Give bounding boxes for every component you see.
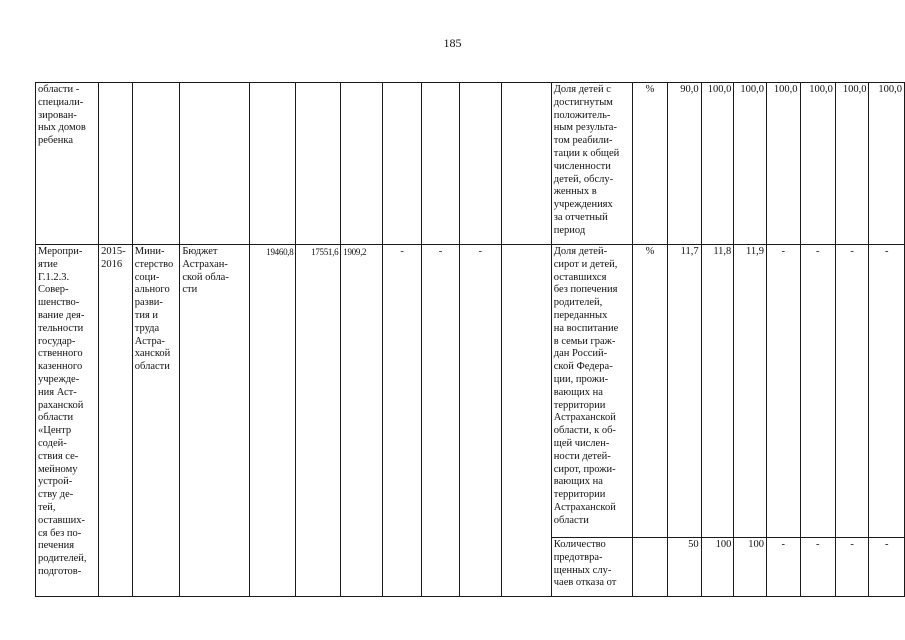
- year-2016-cell: 1909,2: [341, 245, 383, 597]
- value-cell: 11,9: [734, 245, 767, 538]
- year-2018-cell: [422, 83, 459, 245]
- value-cell: 100,0: [766, 83, 800, 245]
- year-2018-cell: -: [422, 245, 459, 597]
- value-cell: -: [869, 538, 905, 597]
- program-table: [35, 82, 905, 597]
- measure-cell: Меропри- ятие Г.1.2.3. Совер- шенство- вание дея- тельности государ- ственного казенного учрежде- ния Аст- раханской области «Центр содей- ствия се- мейному устрой- ству де- тей, оставших- ся без по- печения родителей, подготов-: [36, 245, 99, 597]
- value-cell: 11,7: [667, 245, 701, 538]
- indicator-cell: Количество предотвра- щенных слу- чаев отказа от: [551, 538, 633, 597]
- value-cell: 100,0: [734, 83, 767, 245]
- value-cell: -: [835, 538, 869, 597]
- year-2019-cell: -: [459, 245, 501, 597]
- measure-cell: области - специали- зирован- ных домов ребенка: [36, 83, 99, 245]
- value-cell: 100: [734, 538, 767, 597]
- value-cell: 100,0: [701, 83, 734, 245]
- value-cell: 100: [701, 538, 734, 597]
- value-cell: 90,0: [667, 83, 701, 245]
- value-cell: 100,0: [869, 83, 905, 245]
- indicator-cell: Доля детей- сирот и детей, оставшихся без попечения родителей, переданных на воспитание в семьи граж- дан Россий- ской Федера- ции, прожи- вающих на территории Астраханской области, к об- щей числен- ности детей- сирот, прожи- вающих на территории Астраханской области: [551, 245, 633, 538]
- indicator-cell: Доля детей с достигнутым положитель- ным результа- том реабили- тации к общей численности детей, обслу- женных в учреждениях за отчетный период: [551, 83, 633, 245]
- year-2020-cell: [501, 83, 551, 245]
- total-cell: 19460,8: [249, 245, 296, 597]
- value-cell: 100,0: [800, 83, 835, 245]
- total-cell: [249, 83, 296, 245]
- executor-cell: Мини- стерство соци- ального разви- тия и труда Астра- ханской области: [132, 245, 180, 597]
- year-2016-cell: [341, 83, 383, 245]
- value-cell: -: [766, 245, 800, 538]
- unit-cell: %: [633, 245, 667, 538]
- value-cell: -: [869, 245, 905, 538]
- year-2017-cell: -: [383, 245, 422, 597]
- value-cell: -: [800, 245, 835, 538]
- period-cell: 2015- 2016: [99, 245, 133, 597]
- source-cell: Бюджет Астрахан- ской обла- сти: [180, 245, 249, 597]
- period-cell: [99, 83, 133, 245]
- table-row: [36, 83, 905, 245]
- source-cell: [180, 83, 249, 245]
- unit-cell: %: [633, 83, 667, 245]
- year-2020-cell: [501, 245, 551, 597]
- value-cell: -: [766, 538, 800, 597]
- page-number: 185: [443, 36, 462, 50]
- value-cell: -: [835, 245, 869, 538]
- year-2019-cell: [459, 83, 501, 245]
- value-cell: 11,8: [701, 245, 734, 538]
- executor-cell: [132, 83, 180, 245]
- year-2015-cell: [296, 83, 341, 245]
- year-2017-cell: [383, 83, 422, 245]
- value-cell: 50: [667, 538, 701, 597]
- unit-cell: [633, 538, 667, 597]
- year-2015-cell: 17551,6: [296, 245, 341, 597]
- value-cell: -: [800, 538, 835, 597]
- value-cell: 100,0: [835, 83, 869, 245]
- table-row: [36, 245, 905, 538]
